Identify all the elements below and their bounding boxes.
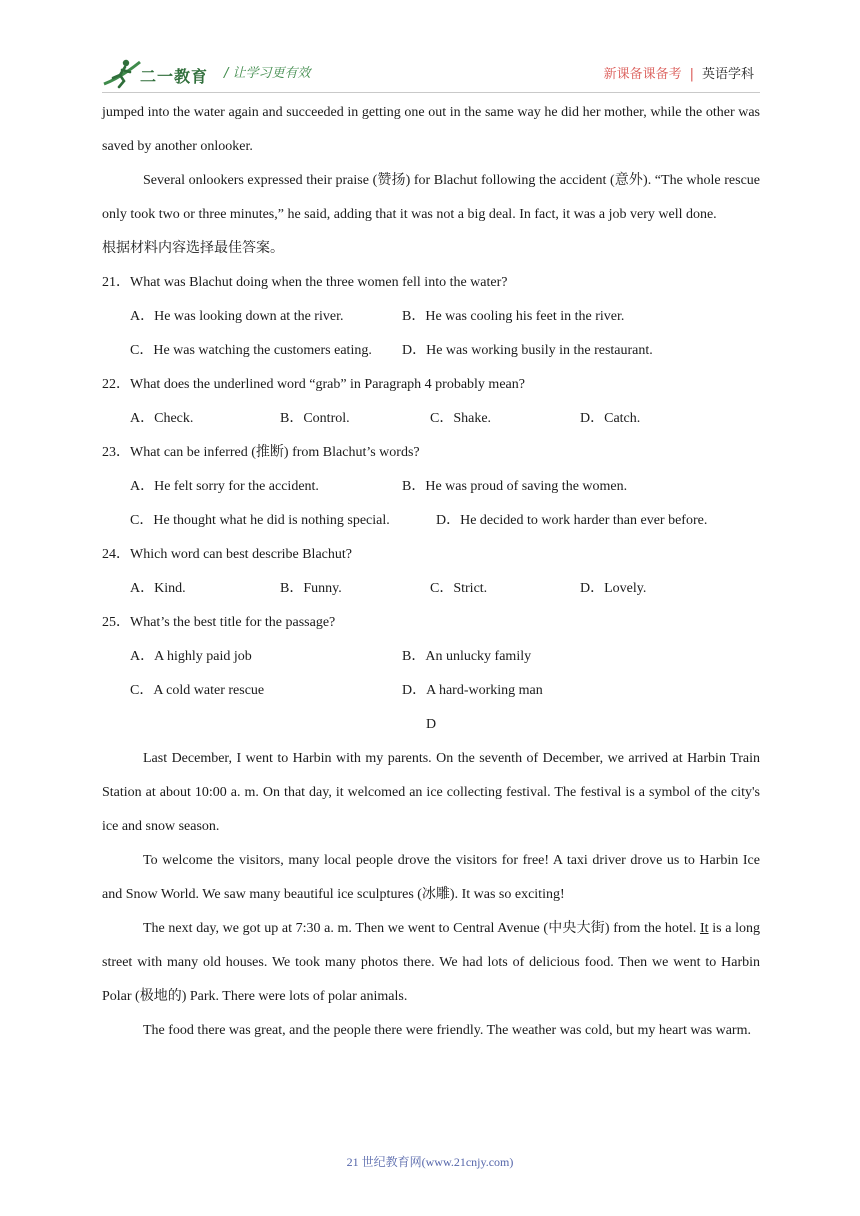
logo xyxy=(102,56,212,90)
question-23 xyxy=(102,436,760,538)
option-b: B．Control. xyxy=(280,411,350,426)
option-a: A．He was looking down at the river. xyxy=(130,309,344,324)
question-25 xyxy=(102,606,760,708)
option-c: C．Shake. xyxy=(430,411,492,426)
option-b: B．He was proud of saving the women. xyxy=(402,479,628,494)
option-d: D．A hard-working man xyxy=(402,683,543,698)
paragraph: Several onlookers expressed their praise (赞扬) for Blachut following the accident (意外). “The whole rescue only took two or three minutes,” he said, adding that it was not a big deal. In fact, it was a job very well done. xyxy=(102,173,760,222)
section-heading: D xyxy=(425,717,437,732)
paragraph: To welcome the visitors, many local people drove the visitors for free! A taxi driver drove us to Harbin Ice and Snow World. We saw many beautiful ice sculptures (冰雕). It was so exciting! xyxy=(102,853,760,902)
option-a: A．A highly paid job xyxy=(130,649,252,664)
question-21 xyxy=(102,266,760,368)
options-row xyxy=(102,572,760,606)
slogan: / 让学习更有效 xyxy=(224,66,311,81)
paragraph: The food there was great, and the people there were friendly. The weather was cold, but my heart was warm. xyxy=(143,1023,751,1038)
options-row xyxy=(102,470,760,504)
header-divider xyxy=(102,92,760,93)
option-b: B．An unlucky family xyxy=(402,649,532,664)
question-text: 25．What’s the best title for the passage? xyxy=(102,615,336,630)
header-subject: 英语学科 xyxy=(701,67,754,82)
paragraph: Last December, I went to Harbin with my parents. On the seventh of December, we arrived at Harbin Train Station at about 10:00 a. m. On that day, it welcomed an ice collecting festival. The festival is a symbol of the city's ice and snow season. xyxy=(102,751,760,834)
header-separator: | xyxy=(689,67,694,82)
option-b: B．He was cooling his feet in the river. xyxy=(402,309,625,324)
options-row xyxy=(102,402,760,436)
option-c: C．He thought what he did is nothing special. xyxy=(130,513,390,528)
runner-logo-icon xyxy=(102,56,142,90)
question-text: 21．What was Blachut doing when the three women fell into the water? xyxy=(102,275,508,290)
option-b: B．Funny. xyxy=(280,581,342,596)
options-row xyxy=(102,640,760,674)
text-span: is a long street with many old houses. We took many photos there. We had lots of delicious food. Then we went to Harbin Polar (极地的) Park. There were lots of polar animals. xyxy=(102,921,760,1004)
page-header xyxy=(0,0,860,92)
header-right xyxy=(604,63,754,82)
option-a: A．Check. xyxy=(130,411,194,426)
footer: 21 世纪教育网(www.21cnjy.com) xyxy=(346,1155,514,1169)
option-a: A．He felt sorry for the accident. xyxy=(130,479,319,494)
option-d: D．Lovely. xyxy=(580,581,647,596)
option-d: D．He decided to work harder than ever before. xyxy=(436,513,708,528)
question-text: 24．Which word can best describe Blachut? xyxy=(102,547,352,562)
option-d: D．He was working busily in the restaurant. xyxy=(402,343,653,358)
question-22 xyxy=(102,368,760,436)
logo-text: 二一教育 xyxy=(140,67,209,86)
option-c: C．A cold water rescue xyxy=(130,683,265,698)
header-tagline: 新课备课备考 xyxy=(603,67,682,82)
document-body xyxy=(102,96,760,1048)
paragraph: jumped into the water again and succeeded in getting one out in the same way he did her mother, while the other was saved by another onlooker. xyxy=(102,105,760,154)
options-row xyxy=(102,504,760,538)
paragraph xyxy=(102,912,760,1014)
option-d: D．Catch. xyxy=(580,411,641,426)
option-c: C．He was watching the customers eating. xyxy=(130,343,372,358)
question-text: 23．What can be inferred (推断) from Blachut’s words? xyxy=(102,445,420,460)
option-c: C．Strict. xyxy=(430,581,488,596)
text-span: The next day, we got up at 7:30 a. m. Then we went to Central Avenue (中央大街) from the hotel. xyxy=(143,921,700,936)
question-24 xyxy=(102,538,760,606)
options-row xyxy=(102,674,760,708)
question-text: 22．What does the underlined word “grab” in Paragraph 4 probably mean? xyxy=(102,377,525,392)
options-row xyxy=(102,334,760,368)
underlined-word: It xyxy=(700,921,709,936)
instruction: 根据材料内容选择最佳答案。 xyxy=(102,241,284,256)
option-a: A．Kind. xyxy=(130,581,186,596)
options-row xyxy=(102,300,760,334)
